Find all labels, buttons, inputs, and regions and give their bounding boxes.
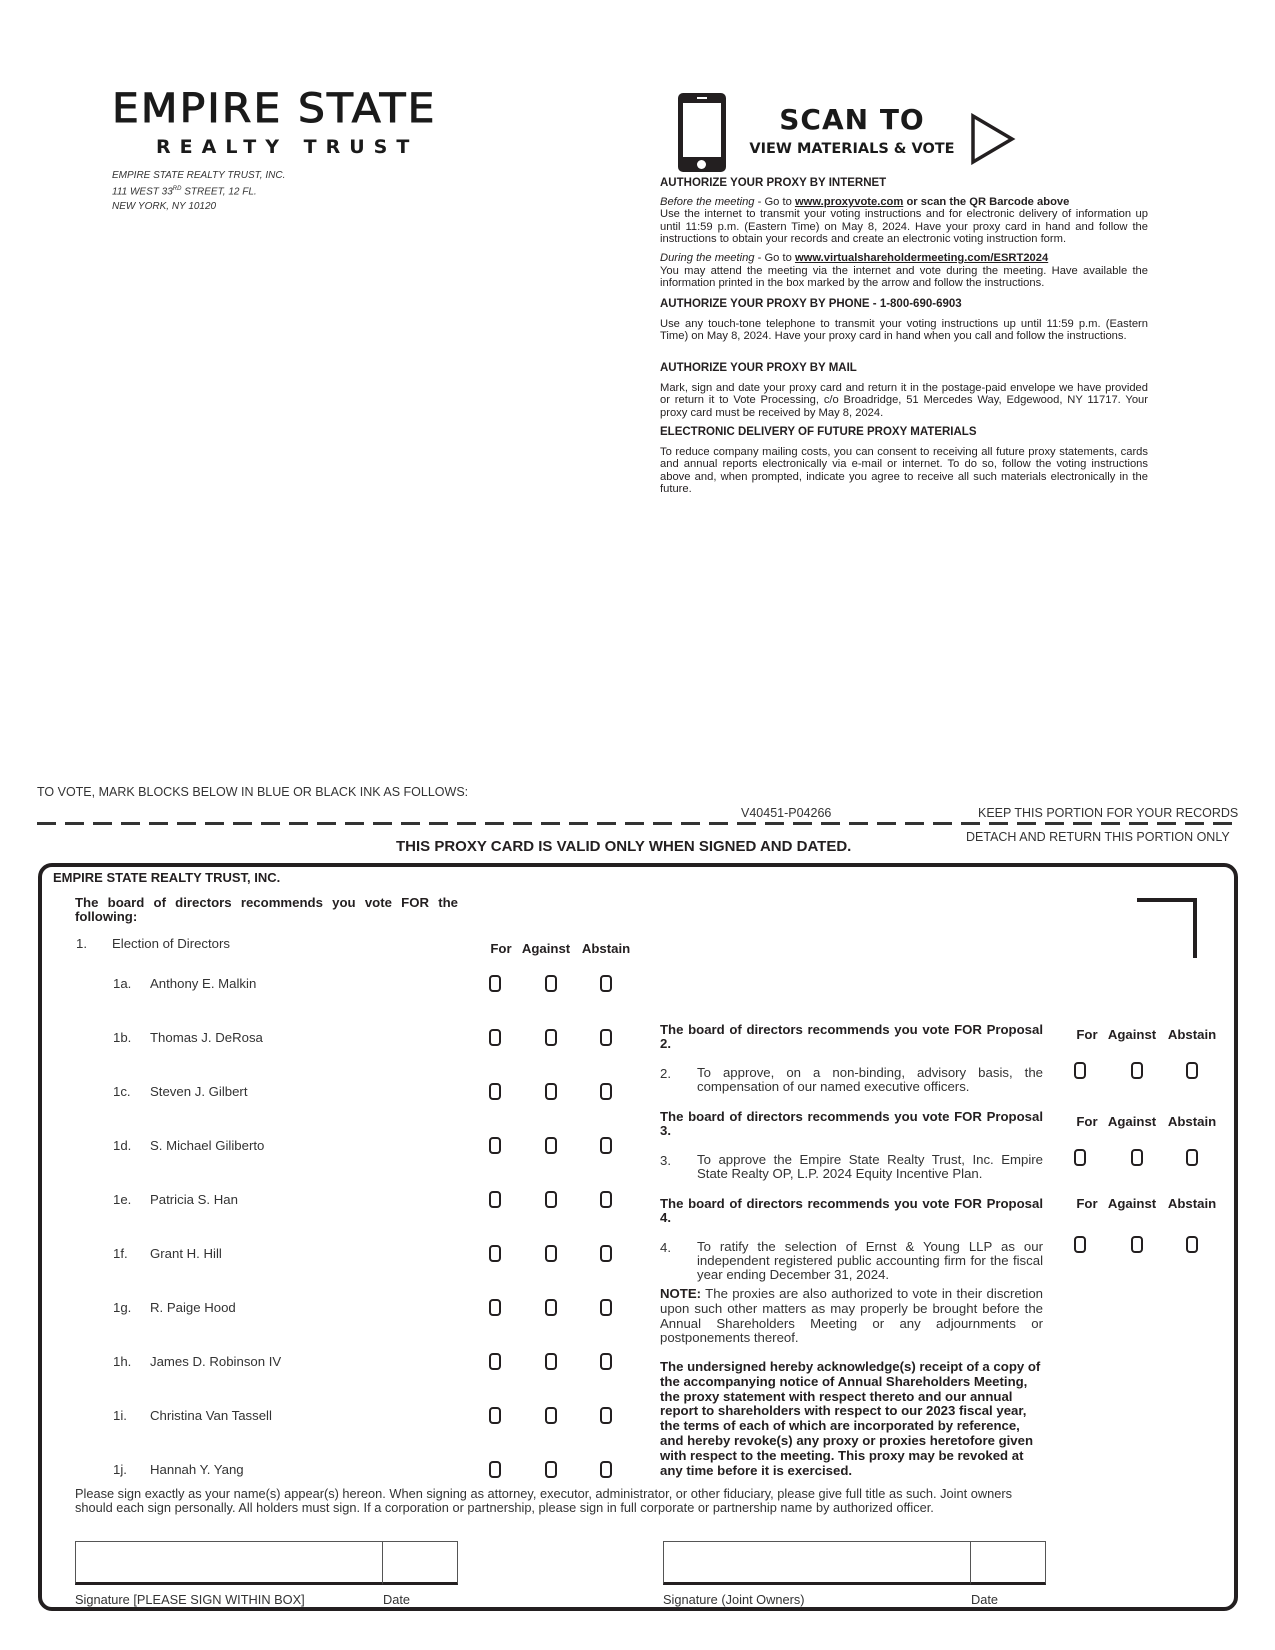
director-1c-against-checkbox[interactable] — [545, 1083, 557, 1100]
proposal-2-against-checkbox[interactable] — [1131, 1062, 1143, 1079]
director-1j-against-checkbox[interactable] — [545, 1461, 557, 1478]
phone-heading: AUTHORIZE YOUR PROXY BY PHONE - 1-800-690-6903 — [660, 298, 962, 310]
director-1e-against-checkbox[interactable] — [545, 1191, 557, 1208]
director-1i-abstain-checkbox[interactable] — [600, 1407, 612, 1424]
detach-portion-label: DETACH AND RETURN THIS PORTION ONLY — [966, 830, 1230, 844]
director-1h-against-checkbox[interactable] — [545, 1353, 557, 1370]
sign-instruction: Please sign exactly as your name(s) appear(s) hereon. When signing as attorney, executor, administrator, or other fiduciary, please give full title as such. Joint owners should each sign personally. All holders must sign. If a corporation or partnership, please sign in full corporate or partnership name by authorized officer. — [75, 1486, 1013, 1516]
recommendation-proposal-2: The board of directors recommends you vote FOR Proposal 2. — [660, 1022, 1043, 1051]
electronic-delivery-instructions — [660, 426, 1148, 496]
recommendation-proposal-3: The board of directors recommends you vote FOR Proposal 3. — [660, 1109, 1043, 1138]
director-1g-abstain-checkbox[interactable] — [600, 1299, 612, 1316]
vote-columns-header-1: For Against Abstain — [490, 941, 631, 956]
electronic-heading: ELECTRONIC DELIVERY OF FUTURE PROXY MATERIALS — [660, 426, 977, 438]
director-number: 1b. — [113, 1030, 132, 1045]
arrow-right-icon — [970, 113, 1016, 165]
address-street: 111 WEST 33RD STREET, 12 FL. — [112, 186, 257, 198]
address-city: NEW YORK, NY 10120 — [112, 201, 217, 212]
director-1c-abstain-checkbox[interactable] — [600, 1083, 612, 1100]
recommendation-proposal-4: The board of directors recommends you vote FOR Proposal 4. — [660, 1196, 1043, 1225]
note-text: NOTE: The proxies are also authorized to vote in their discretion upon such other matters as may properly be brought before the Annual Shareholders Meeting or any adjournments or postponements thereof. — [660, 1286, 1043, 1346]
director-1f-abstain-checkbox[interactable] — [600, 1245, 612, 1262]
director-1i-against-checkbox[interactable] — [545, 1407, 557, 1424]
director-1b-against-checkbox[interactable] — [545, 1029, 557, 1046]
joint-signature-field[interactable] — [663, 1541, 971, 1585]
director-number: 1d. — [113, 1138, 132, 1153]
address-company: EMPIRE STATE REALTY TRUST, INC. — [112, 170, 286, 181]
joint-signature-label: Signature (Joint Owners) — [663, 1592, 805, 1607]
proposal-2-abstain-checkbox[interactable] — [1186, 1062, 1198, 1079]
director-1f-for-checkbox[interactable] — [489, 1245, 501, 1262]
director-1h-abstain-checkbox[interactable] — [600, 1353, 612, 1370]
phone-body: Use any touch-tone telephone to transmit your voting instructions up until 11:59 p.m. (Eastern Time) on May 8, 2024. Have your proxy card in hand when you call and follow the instructions. — [660, 317, 1148, 343]
director-name: Hannah Y. Yang — [150, 1462, 244, 1477]
director-name: Christina Van Tassell — [150, 1408, 272, 1423]
proposal-3-text: To approve the Empire State Realty Trust, Inc. Empire State Realty OP, L.P. 2024 Equity Incentive Plan. — [697, 1152, 1043, 1181]
director-1e-for-checkbox[interactable] — [489, 1191, 501, 1208]
before-meeting-body: Use the internet to transmit your voting instructions and for electronic delivery of information up until 11:59 p.m. (Eastern Time) on May 8, 2024. Have your proxy card in hand and follow the instructions to obtain your records and create an electronic voting instruction form. — [660, 208, 1148, 246]
director-name: Grant H. Hill — [150, 1246, 222, 1261]
director-number: 1g. — [113, 1300, 132, 1315]
vote-columns-header-3: For Against Abstain — [1076, 1114, 1217, 1129]
corner-mark-icon — [1137, 898, 1197, 958]
phone-instructions — [660, 298, 1148, 343]
scan-subtitle: VIEW MATERIALS & VOTE — [749, 141, 955, 157]
proposal-1-label: Election of Directors — [112, 936, 230, 951]
proposal-3-for-checkbox[interactable] — [1074, 1149, 1086, 1166]
director-number: 1h. — [113, 1354, 132, 1369]
proposal-4-against-checkbox[interactable] — [1131, 1236, 1143, 1253]
director-number: 1e. — [113, 1192, 132, 1207]
proposal-3-number: 3. — [660, 1153, 671, 1168]
keep-portion-label: KEEP THIS PORTION FOR YOUR RECORDS — [978, 806, 1239, 820]
director-1h-for-checkbox[interactable] — [489, 1353, 501, 1370]
signature-date-field[interactable] — [383, 1541, 458, 1585]
director-name: Thomas J. DeRosa — [150, 1030, 263, 1045]
director-1c-for-checkbox[interactable] — [489, 1083, 501, 1100]
director-1j-for-checkbox[interactable] — [489, 1461, 501, 1478]
director-number: 1a. — [113, 976, 132, 991]
detach-dashed-line — [37, 822, 1237, 825]
proposal-4-text: To ratify the selection of Ernst & Young LLP as our independent registered public accounting firm for the fiscal year ending December 31, 2024. — [697, 1239, 1043, 1282]
before-meeting-line: Before the meeting - Go to www.proxyvote.com or scan the QR Barcode above — [660, 195, 1070, 208]
director-1d-abstain-checkbox[interactable] — [600, 1137, 612, 1154]
proposal-2-number: 2. — [660, 1066, 671, 1081]
proposal-4-number: 4. — [660, 1240, 671, 1255]
during-meeting-body: You may attend the meeting via the internet and vote during the meeting. Have available the information printed in the box marked by the arrow and follow the instructions. — [660, 264, 1148, 290]
director-1d-for-checkbox[interactable] — [489, 1137, 501, 1154]
signature-field[interactable] — [75, 1541, 383, 1585]
director-name: Anthony E. Malkin — [150, 976, 257, 991]
director-name: S. Michael Giliberto — [150, 1138, 265, 1153]
proposal-3-abstain-checkbox[interactable] — [1186, 1149, 1198, 1166]
mail-instructions — [660, 362, 1148, 419]
proposal-2-text: To approve, on a non-binding, advisory basis, the compensation of our named executive officers. — [697, 1065, 1043, 1094]
director-number: 1j. — [113, 1462, 127, 1477]
valid-notice: THIS PROXY CARD IS VALID ONLY WHEN SIGNED AND DATED. — [396, 838, 852, 855]
proposal-2-for-checkbox[interactable] — [1074, 1062, 1086, 1079]
mail-body: Mark, sign and date your proxy card and return it in the postage-paid envelope we have provided or return it to Vote Processing, c/o Broadridge, 51 Mercedes Way, Edgewood, NY 11717. Your proxy card must be received by May 8, 2024. — [660, 381, 1148, 419]
electronic-body: To reduce company mailing costs, you can consent to receiving all future proxy statements, cards and annual reports electronically via e-mail or internet. To do so, follow the voting instructions above and, when prompted, indicate you agree to receive all such materials electronically in the future. — [660, 445, 1148, 496]
logo-realty-trust: REALTY TRUST — [156, 136, 419, 158]
scan-title: SCAN TO — [779, 103, 925, 136]
director-1a-against-checkbox[interactable] — [545, 975, 557, 992]
vote-columns-header-4: For Against Abstain — [1076, 1196, 1217, 1211]
director-1b-for-checkbox[interactable] — [489, 1029, 501, 1046]
director-1i-for-checkbox[interactable] — [489, 1407, 501, 1424]
director-name: Steven J. Gilbert — [150, 1084, 248, 1099]
director-1b-abstain-checkbox[interactable] — [600, 1029, 612, 1046]
internet-heading: AUTHORIZE YOUR PROXY BY INTERNET — [660, 177, 887, 189]
director-1f-against-checkbox[interactable] — [545, 1245, 557, 1262]
proxyvote-link[interactable]: www.proxyvote.com — [794, 195, 904, 208]
director-1d-against-checkbox[interactable] — [545, 1137, 557, 1154]
mark-instruction: TO VOTE, MARK BLOCKS BELOW IN BLUE OR BLACK INK AS FOLLOWS: — [37, 785, 469, 799]
card-company-name: EMPIRE STATE REALTY TRUST, INC. — [53, 870, 281, 885]
director-number: 1c. — [113, 1084, 131, 1099]
director-1g-against-checkbox[interactable] — [545, 1299, 557, 1316]
during-meeting-line: During the meeting - Go to www.virtualshareholdermeeting.com/ESRT2024 — [660, 251, 1049, 264]
mail-heading: AUTHORIZE YOUR PROXY BY MAIL — [660, 362, 857, 374]
proposal-4-abstain-checkbox[interactable] — [1186, 1236, 1198, 1253]
director-1j-abstain-checkbox[interactable] — [600, 1461, 612, 1478]
virtual-meeting-link[interactable]: www.virtualshareholdermeeting.com/ESRT2024 — [794, 251, 1049, 264]
director-1e-abstain-checkbox[interactable] — [600, 1191, 612, 1208]
proposal-1-number: 1. — [76, 936, 87, 951]
director-1a-for-checkbox[interactable] — [489, 975, 501, 992]
acknowledgment-text: The undersigned hereby acknowledge(s) receipt of a copy of the accompanying notice of Annual Shareholders Meeting, the proxy statement with respect thereto and our annual report to shareholders with respect to our 2023 fiscal year, the terms of each of which are incorporated by reference, and hereby revoke(s) any proxy or proxies heretofore given with respect to the meeting. This proxy may be revoked at any time before it is exercised. — [660, 1359, 1041, 1478]
signature-label: Signature [PLEASE SIGN WITHIN BOX] — [75, 1592, 305, 1607]
internet-instructions — [660, 177, 1148, 290]
director-number: 1f. — [113, 1246, 128, 1261]
proposal-4-for-checkbox[interactable] — [1074, 1236, 1086, 1253]
director-1a-abstain-checkbox[interactable] — [600, 975, 612, 992]
joint-signature-date-label: Date — [971, 1592, 999, 1607]
control-number: V40451-P04266 — [741, 806, 832, 820]
director-number: 1i. — [113, 1408, 127, 1423]
director-name: James D. Robinson IV — [150, 1354, 282, 1369]
phone-icon — [678, 93, 726, 172]
signature-date-label: Date — [383, 1592, 411, 1607]
joint-signature-date-field[interactable] — [971, 1541, 1046, 1585]
proposal-3-against-checkbox[interactable] — [1131, 1149, 1143, 1166]
recommendation-proposal-1: The board of directors recommends you vote FOR the following: — [75, 895, 458, 924]
logo-empire-state: EMPIRE STATE — [112, 86, 437, 132]
vote-columns-header-2: For Against Abstain — [1076, 1027, 1217, 1042]
director-name: R. Paige Hood — [150, 1300, 236, 1315]
director-1g-for-checkbox[interactable] — [489, 1299, 501, 1316]
director-name: Patricia S. Han — [150, 1192, 238, 1207]
